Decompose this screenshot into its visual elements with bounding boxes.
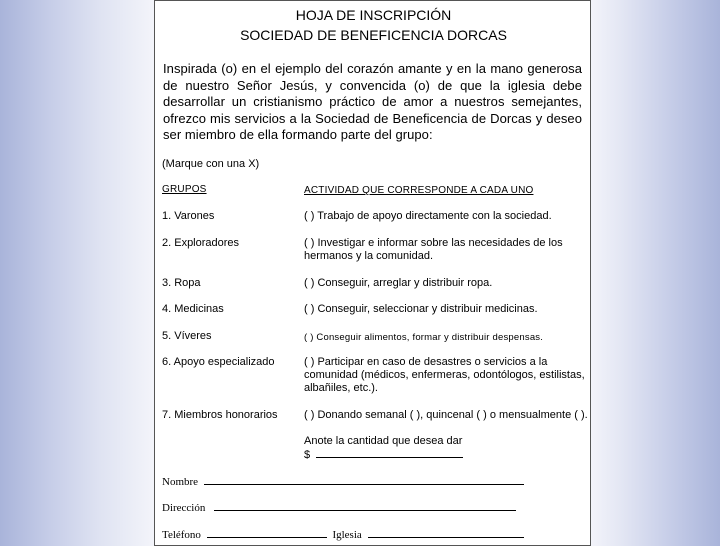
intro-paragraph: Inspirada (o) en el ejemplo del corazón amante y en la mano generosa de nuestro Señor Jesús, y convencida (o) de que la iglesia debe desarrollar un cristianismo práctico de amor a nuestros semejantes, ofrezco mis servicios a la Sociedad de Beneficencia de Dorcas y deseo ser miembro de ella formando parte del grupo: <box>163 61 582 143</box>
church-label: Iglesia <box>332 529 362 541</box>
currency-symbol: $ <box>304 449 311 461</box>
group-label: 7. Miembros honorarios <box>162 409 278 421</box>
address-input-line[interactable] <box>214 501 516 511</box>
activity-option[interactable]: ( ) Participar en caso de desastres o servicios a la comunidad (médicos, enfermeras, odontólogos, estilistas, albañiles, etc.). <box>304 356 585 394</box>
activity-option[interactable]: ( ) Conseguir, seleccionar y distribuir medicinas. <box>304 303 538 315</box>
name-field[interactable] <box>162 475 524 488</box>
group-label: 2. Exploradores <box>162 237 240 249</box>
group-label: 1. Varones <box>162 210 215 222</box>
header-groups: GRUPOS <box>162 184 207 195</box>
name-input-line[interactable] <box>204 475 524 485</box>
instruction-text: (Marque con una X) <box>162 158 260 170</box>
name-label: Nombre <box>162 476 199 488</box>
activity-option[interactable]: ( ) Conseguir alimentos, formar y distribuir despensas. <box>304 332 544 343</box>
group-label: 6. Apoyo especializado <box>162 356 275 368</box>
activity-option[interactable]: ( ) Donando semanal ( ), quincenal ( ) o mensualmente ( ). <box>304 409 588 421</box>
activity-option[interactable]: ( ) Trabajo de apoyo directamente con la sociedad. <box>304 210 552 222</box>
donation-amount-prompt: Anote la cantidad que desea dar <box>304 435 463 447</box>
address-label: Dirección <box>162 502 206 514</box>
group-label: 4. Medicinas <box>162 303 224 315</box>
activity-option[interactable]: ( ) Conseguir, arreglar y distribuir ropa. <box>304 277 493 289</box>
phone-label: Teléfono <box>162 529 201 541</box>
donation-amount-field[interactable] <box>304 448 463 462</box>
address-field[interactable] <box>162 501 516 514</box>
group-label: 5. Víveres <box>162 330 212 342</box>
phone-church-fields[interactable] <box>162 528 524 541</box>
group-label: 3. Ropa <box>162 277 201 289</box>
phone-input-line[interactable] <box>207 528 327 538</box>
amount-input-line[interactable] <box>316 448 463 458</box>
form-subtitle: SOCIEDAD DE BENEFICENCIA DORCAS <box>240 27 507 43</box>
form-title: HOJA DE INSCRIPCIÓN <box>295 7 452 23</box>
registration-form-sheet <box>154 0 591 546</box>
activity-option[interactable]: ( ) Investigar e informar sobre las necesidades de los hermanos y la comunidad. <box>304 237 563 262</box>
church-input-line[interactable] <box>368 528 524 538</box>
header-activity: ACTIVIDAD QUE CORRESPONDE A CADA UNO <box>304 185 534 196</box>
